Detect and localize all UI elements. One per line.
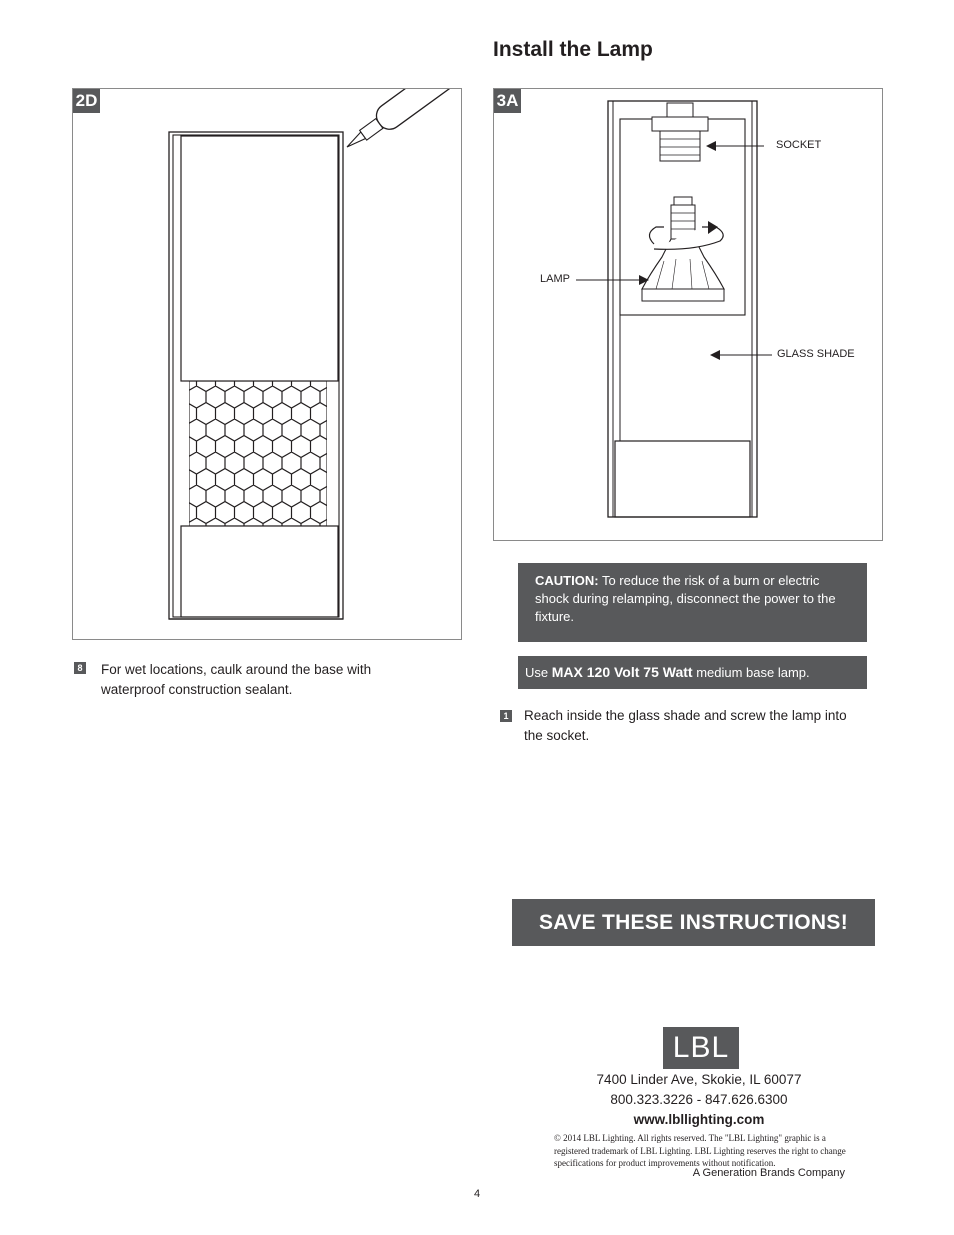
caulking-illustration	[73, 89, 461, 639]
caution-box	[518, 563, 867, 642]
lbl-logo: LBL	[663, 1027, 739, 1069]
page-title: Install the Lamp	[493, 38, 653, 61]
socket-icon	[652, 103, 708, 161]
lamp-install-illustration	[494, 89, 882, 540]
page-number: 4	[473, 1188, 481, 1200]
figure-2d-tag: 2D	[73, 89, 100, 113]
lamp-spec-suffix: medium base lamp.	[696, 665, 810, 680]
caution-label: CAUTION:	[535, 573, 599, 588]
footer-company: A Generation Brands Company	[692, 1167, 845, 1179]
step-8-number: 8	[74, 662, 86, 674]
lamp-label: LAMP	[540, 273, 570, 285]
glass-shade-label: GLASS SHADE	[777, 348, 855, 360]
figure-3a	[493, 88, 883, 541]
figure-2d	[72, 88, 462, 640]
step-1-number: 1	[500, 710, 512, 722]
save-instructions-banner: SAVE THESE INSTRUCTIONS!	[512, 899, 875, 946]
lamp-spec-box	[518, 656, 867, 689]
lamp-spec-prefix: Use	[525, 665, 549, 680]
step-1-text: Reach inside the glass shade and screw the lamp into the socket.	[524, 708, 847, 743]
footer-phones: 800.323.3226 - 847.626.6300	[610, 1092, 788, 1107]
footer-copyright: © 2014 LBL Lighting. All rights reserved. The "LBL Lighting" graphic is a registered trademark of LBL Lighting. LBL Lighting reserves the right to change specifications for product improvements without notification.	[554, 1133, 846, 1168]
step-8-text: For wet locations, caulk around the base with waterproof construction sealant.	[101, 662, 372, 697]
caution-text: To reduce the risk of a burn or electric shock during relamping, disconnect the power to the fixture.	[535, 573, 836, 624]
footer-address: 7400 Linder Ave, Skokie, IL 60077	[596, 1072, 802, 1087]
socket-label: SOCKET	[776, 139, 822, 151]
figure-3a-tag: 3A	[494, 89, 521, 113]
lamp-spec-max: MAX 120 Volt 75 Watt	[551, 664, 693, 680]
footer-website[interactable]: www.lbllighting.com	[633, 1112, 765, 1127]
